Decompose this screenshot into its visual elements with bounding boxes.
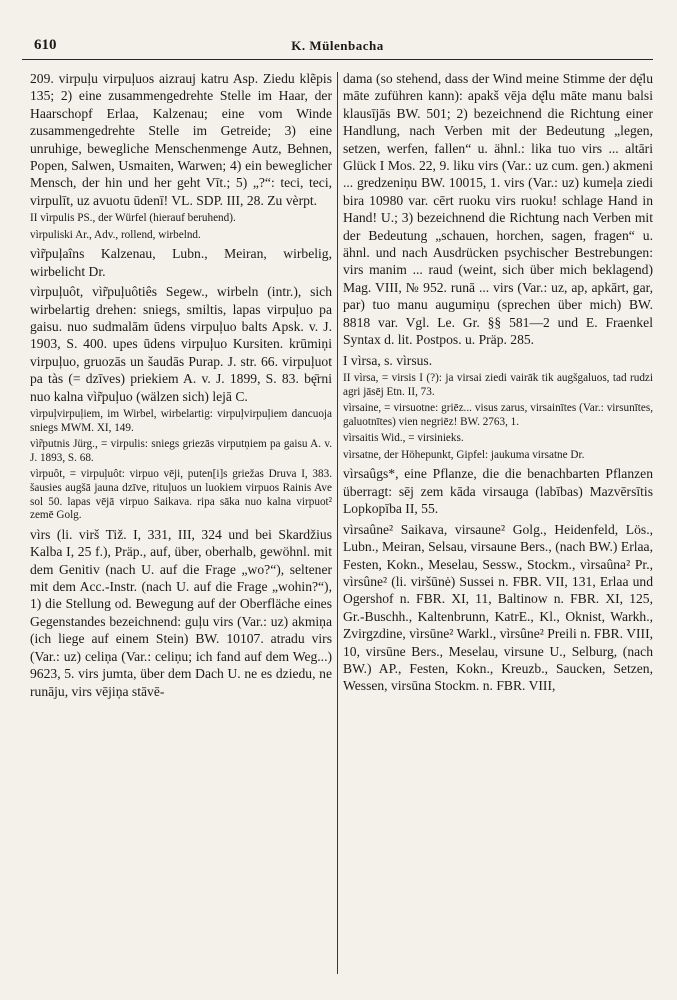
dictionary-entry: vìrsatne, der Höhepunkt, Gipfel: jaukuma virsatne Dr. [343, 448, 585, 461]
dictionary-entry: vìrpuļuôt, vìr̃puļuôtiês Segew., wirbeln (intr.), sich wirbelartig drehen: sniegs, smiltis, lapas virpuļuo pa gaisu. nuo sudmalām ūdens virpuļuo balts Apsk. v. J. 1903, S. 400. upes ūdens virpuļuo Kursiten. krūmiņi virpuļuo, gruozās un šaudās Purap. J. str. 66. virpuļuot pa tàs (= dzīves) priekiem A. v. J. 1899, S. 83. bę̄rni nuo kalna vìr̃puļuo (wälzen sich) lejā C. [30, 284, 332, 404]
dictionary-entry: vìr̃puļaîns Kalzenau, Lubn., Meiran, wirbelig, wirbelicht Dr. [30, 246, 332, 279]
running-head-author: K. Mülenbacha [291, 38, 384, 53]
dictionary-entry: I vìrsa, s. vìrsus. [343, 352, 433, 368]
page-number: 610 [34, 37, 57, 53]
dictionary-entry: vìrs (li. virš Tiž. I, 331, III, 324 und bei Skardžius Kalba I, 25 f.), Präp., auf, über, oberhalb, gewöhnl. mit dem Genitiv (nach U. auf die Frage „wo?“), seltener mit dem Acc.-Instr. (nach U. auf die Frage „wohin?“), 1) die Stellung od. Bewegung auf der Oberfläche eines Gegenstandes bezeichnend: guļu virs (Var.: uz) akmiņa (ich liege auf einem Stein) BW. 10107. atradu virs (Var.: uz) celiņa (Var.: celiņu; ich fand auf dem Weg...) 9623, 5. virs jumta, über dem Dach U. ne es dziedu, ne runāju, virs vējiņa stāvē- [30, 526, 332, 699]
dictionary-entry: dama (so stehend, dass der Wind meine Stimme der dę̄lu māte zuführen kann): apakš vēja dę̄lu māte manu balsi klausījās BW. 501; 2) bezeichnend die Richtung einer Handlung, nach Verben mit der Bedeutung „legen, setzen, werfen, fallen“ u. ähnl.: lika tuo virs ... altāri Glück I Mos. 22, 9. liku virs (Var.: uz cum. gen.) akmeni ... gredzeniņu BW. 10015, 1. virs (Var.: uz) kumeļa ziedi bira 10980 var. cērt ruoku virs ruoku! schlage Hand in Hand! U.; 3) bezeichnend die Richtung nach Verben mit der Bedeutung „schauen, horchen, sagen, fragen“ u. ähnl. und nach Ausdrücken psychischer Bestrebungen: virs manim ... raud (weint, sich über mich beklagend) Mag. VIII, № 952. runā ... virs (Var.: uz, ap, apkārt, gar, par) tuo manu augumiņu (sprechen über mich) BW. 8818 var. Vgl. Le. Gr. §§ 581—2 und E. Fraenkel Syntax d. lit. Postpos. u. Präp. 285. [343, 71, 653, 348]
dictionary-entry: vìr̃putnis Jürg., = virpulis: sniegs griezās virputņiem pa gaisu A. v. J. 1893, S. 68. [30, 438, 332, 464]
dictionary-entry: vìrsaitis Wid., = virsinieks. [343, 432, 464, 445]
dictionary-entry: vìrsaûgs*, eine Pflanze, die die benachbarten Pflanzen überragt: sēj zem kāda virsauga (labības) Mazvērsītis Lopkopība II, 55. [343, 466, 653, 517]
left-column [30, 70, 332, 980]
dictionary-entry: vìrsaine, = virsuotne: griēz... visus zarus, virsainītes (Var.: virsunītes, galuotnītes) vien negriēz! BW. 2763, 1. [343, 402, 653, 428]
dictionary-entry: vìrsaûne² Saikava, virsaune² Golg., Heidenfeld, Lös., Lubn., Meiran, Selsau, virsaune Bers., (nach BW.) Erlaa, Festen, Kokn., Meselau, Sessw., Stockm., vìrsaûna² Pr., vìrsûne² (li. viršūnė) Sussei n. FBR. VII, 131, Erlaa und Ogershof n. FBR. XI, 11, Baltinow n. FBR. XI, 125, Gr.-Buschh., Kaltenbrunn, KatrE., Kl., Oknist, Warkh., Zvirgzdine, vìrsūne² Warkl., vìrsûne² Preili n. FBR. VIII, 10, virsūne Bers., Meselau, virsune U., Selburg, (nach BW.) AP., Festen, Kokn., Kreuzb., Saucken, Setzen, Wessen, virsūna Stockm. n. FBR. VIII, [343, 521, 653, 694]
dictionary-entry: II vìrsa, = virsis I (?): ja virsai ziedi vairāk tik augšgaluos, tad rudzi agri jāsēj Etn. II, 73. [343, 371, 653, 398]
dictionary-entry: vìrpuliski Ar., Adv., rollend, wirbelnd. [30, 228, 201, 241]
dictionary-entry: II vìrpulis PS., der Würfel (hierauf beruhend). [30, 212, 236, 225]
dictionary-entry: 209. virpuļu virpuļuos aizrauj katru Asp. Ziedu klẽpis 135; 2) eine zusammengedrehte Stelle im Haar, der Haarschopf Erlaa, Kalzenau; eine vom Winde zusammengedrehte Stelle im Getreide; 3) eine unruhige, bewegliche Menschenmenge Autz, Behnen, Popen, Salwen, Usmaiten, Warwen; 4) ein beweglicher Mensch, der hin und her geht Vīt.; 5) „?“: teci, teci, virpulīt, uz avuotu ūdenī! VL. SDP. III, 28. Zu vèrpt. [30, 71, 332, 208]
column-divider [337, 72, 338, 974]
page-header [22, 37, 653, 60]
text-columns [30, 70, 655, 980]
right-column [343, 70, 653, 980]
dictionary-entry: vìrpuļvirpuļiem, im Wirbel, wirbelartig: virpuļvirpuļiem dancuoja sniegs MWM. XI, 149. [30, 408, 332, 434]
dictionary-entry: vìrpuôt, = virpuļuôt: virpuo vēji, puten[i]s griežas Druva I, 383. šausies augšā jauna dzīve, rituļuos un luokiem virpuos Rainis Ave sol 50. lapas vējā virpuo Saikava. ripa sāka nuo kalna virpuot² zemē Golg. [30, 468, 332, 522]
